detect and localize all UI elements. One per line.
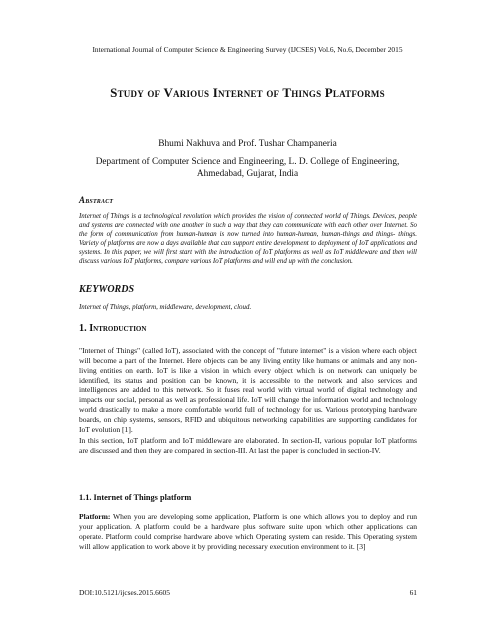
keywords-heading: KEYWORDS: [79, 284, 135, 295]
subsection-heading-iot-platform: 1.1. Internet of Things platform: [79, 493, 192, 502]
page-number: 61: [409, 588, 417, 597]
section-heading-introduction: 1. Introduction: [79, 323, 147, 334]
abstract-heading: Abstract: [79, 195, 114, 205]
paper-authors: Bhumi Nakhuva and Prof. Tushar Champaneria: [158, 139, 337, 149]
intro-paragraph-1: "Internet of Things" (called IoT), associated with the concept of "future internet" is a vision where each object will become a part of the Internet. Here objects can be any living entity like humans or animals and any non-living entities on earth. IoT is like a vision in which every object which is on network can uniquely be identified, its status and position can be known, it is accessible to the network and also services and intelligences are added to this network. So it fuses real world with virtual world of digital technology and impacts our social, personal as well as professional life. IoT will change the information world and technology world drastically to make a more comfortable world full of technology for us. Various prototyping hardware boards, on chip systems, sensors, RFID and ubiquitous networking capabilities are supporting candidates for IoT evolution [1].: [79, 346, 417, 434]
platform-paragraph-text: When you are developing some application, Platform is one which allows you to deploy and run your application. A platform could be a hardware plus software suite upon which other applications can operate. Platform could comprise hardware above which Operating system can reside. This Operating system will allow application to work above it by providing necessary execution environment to it. [3]: [79, 512, 417, 551]
keywords-text: Internet of Things, platform, middleware, development, cloud.: [79, 303, 252, 311]
author-affiliation: [70, 156, 425, 180]
footer-doi: DOI:10.5121/ijcses.2015.6605: [79, 588, 170, 597]
platform-lead-term: Platform:: [79, 512, 111, 521]
affiliation-line-2: Ahmedabad, Gujarat, India: [196, 169, 299, 179]
abstract-text: Internet of Things is a technological revolution which provides the vision of connected world of Things. Devices, people and systems are connected with one another in such a way that they can communicate with each other over Internet. So the form of communication from human-human is now turned into human-human, human-things and things- things. Variety of platforms are now a days available that can support entire development to deployment of IoT applications and systems. In this paper, we will first start with the introduction of IoT platforms as well as IoT middleware and then will discuss various IoT platforms, compare various IoT platforms and will end up with the conclusion.: [79, 212, 417, 265]
platform-paragraph: [79, 512, 417, 551]
intro-paragraph-2: In this section, IoT platform and IoT middleware are elaborated. In section-II, various popular IoT platforms are discussed and then they are compared in section-III. At last the paper is concluded in section-IV.: [79, 436, 417, 455]
journal-header: International Journal of Computer Science & Engineering Survey (IJCSES) Vol.6, No.6, December 2015: [92, 45, 403, 54]
affiliation-line-1: Department of Computer Science and Engineering, L. D. College of Engineering,: [95, 157, 400, 167]
paper-title: Study of Various Internet of Things Platforms: [110, 85, 385, 100]
